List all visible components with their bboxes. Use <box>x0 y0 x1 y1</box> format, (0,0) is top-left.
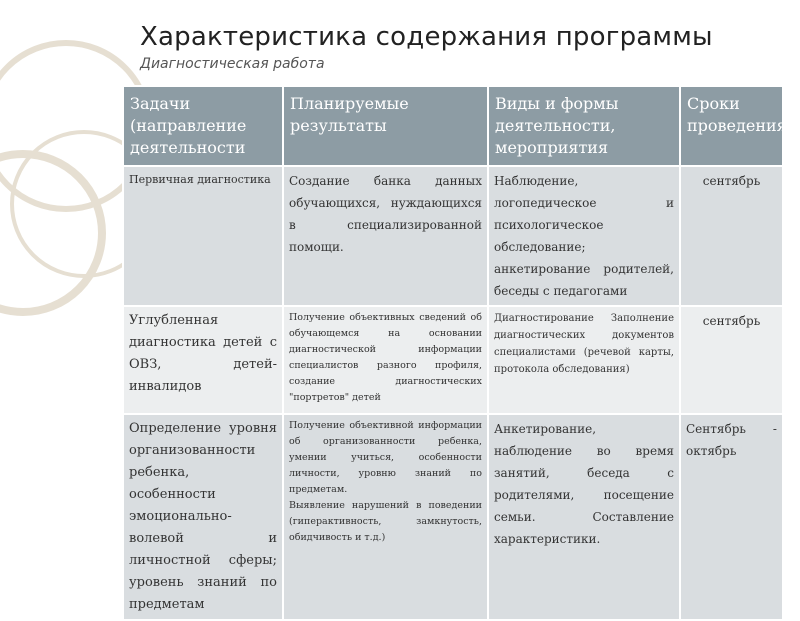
table-row <box>123 306 783 414</box>
cell-activity: Диагностирование Заполнение диагностических документов специалистами (речевой карты, протокола обследования) <box>488 306 680 414</box>
cell-result: Создание банка данных обучающихся, нуждающихся в специализированной помощи. <box>283 166 488 306</box>
title-block <box>140 22 713 72</box>
table-header-row <box>123 86 783 166</box>
page-subtitle: Диагностическая работа <box>140 56 325 72</box>
page-title: Характеристика содержания программы <box>140 22 713 52</box>
cell-result: Получение объективной информации об организованности ребенка, умении учиться, особенности личности, уровню знаний по предметам. Выявление нарушений в поведении (гиперактивность, замкнутость, обидчивость и т.д.) <box>283 414 488 620</box>
program-table <box>122 85 787 621</box>
cell-task: Определение уровня организованности ребенка, особенности эмоционально-волевой и личностной сферы; уровень знаний по предметам <box>123 414 283 620</box>
cell-activity: Наблюдение, логопедическое и психологическое обследование; анкетирование родителей, беседы с педагогами <box>488 166 680 306</box>
cell-date: сентябрь <box>680 166 783 306</box>
cell-task: Первичная диагностика <box>123 166 283 306</box>
header-dates: Сроки проведения <box>680 86 783 166</box>
table-row <box>123 166 783 306</box>
header-activities: Виды и формы деятельности, мероприятия <box>488 86 680 166</box>
header-tasks: Задачи (направление деятельности <box>123 86 283 166</box>
cell-date: сентябрь <box>680 306 783 414</box>
decorative-ring <box>0 150 106 316</box>
table-row <box>123 414 783 620</box>
header-results: Планируемые результаты <box>283 86 488 166</box>
cell-activity: Анкетирование, наблюдение во время занятий, беседа с родителями, посещение семьи. Составление характеристики. <box>488 414 680 620</box>
cell-date: Сентябрь - октябрь <box>680 414 783 620</box>
cell-result: Получение объективных сведений об обучающемся на основании диагностической информации специалистов разного профиля, создание диагностических "портретов" детей <box>283 306 488 414</box>
cell-task: Углубленная диагностика детей с ОВЗ, детей-инвалидов <box>123 306 283 414</box>
